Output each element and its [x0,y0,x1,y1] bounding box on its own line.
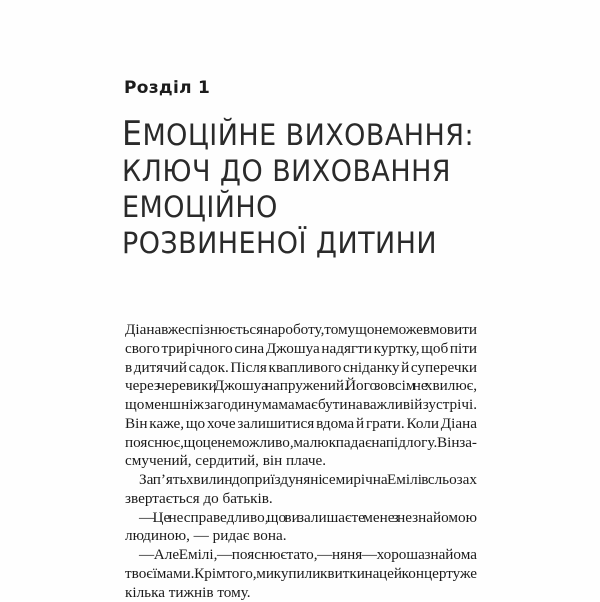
text-line: через черевики Джошуа напружений. Його зовсім не хвилює, [125,377,477,396]
title-line: РОЗВИНЕНОЇ ДИТИНИ [122,225,475,261]
text-line: свого трирічного сина Джошуа надягти куртку, щоб піти [125,340,477,359]
text-line: пояснює, що це неможливо, малюк падає на підлогу. Він за- [125,434,477,453]
title-line: ЕМОЦІЙНО [122,189,475,225]
text-line: людиною, — ридає вона. [125,527,477,546]
text-line: що менш ніж за годину мама має бути на важливій зустрічі. [125,396,477,415]
chapter-title [122,116,475,261]
text-line: звертається до батьків. [125,490,477,509]
text-line: — Це несправедливо, що ви залишаєте мене з незнайомою [125,509,477,528]
chapter-label: Розділ 1 [124,78,210,98]
text-line: смучений, сердитий, він плаче. [125,452,477,471]
text-line: Діана вже спізнюється на роботу, тому що не може вмовити [125,321,477,340]
text-line: Він каже, що хоче залишитися вдома й грати. Коли Діана [125,415,477,434]
text-line: За п’ять хвилин до приїзду няні семирічна Емілі в сльозах [125,471,477,490]
text-line: в дитячий садок. Після квапливого сніданку й суперечки [125,359,477,378]
body-text [125,321,477,602]
text-line: твоєї мами. Крім того, ми купили квитки на цей концерт уже [125,565,477,584]
title-line: ЕМОЦІЙНЕ ВИХОВАННЯ: [122,116,475,153]
text-line: — Але Емілі, — пояснює тато, — няня — хороша знайома [125,546,477,565]
text-line: кілька тижнів тому. [125,584,477,602]
title-line: КЛЮЧ ДО ВИХОВАННЯ [122,153,475,189]
